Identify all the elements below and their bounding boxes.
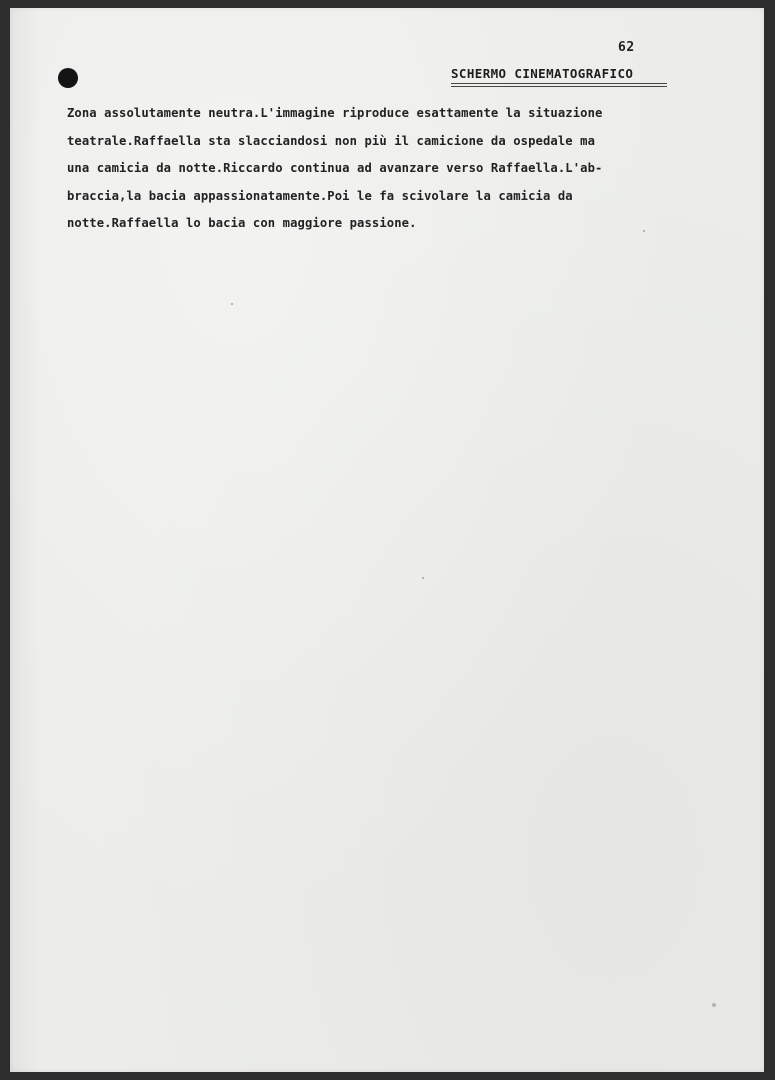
body-line: notte.Raffaella lo bacia con maggiore passione.	[67, 216, 417, 230]
punch-hole	[58, 68, 78, 88]
paper-speck	[643, 230, 645, 232]
paper-speck	[712, 1003, 716, 1007]
section-title: SCHERMO CINEMATOGRAFICO	[451, 66, 634, 81]
body-line: braccia,la bacia appassionatamente.Poi le fa scivolare la camicia da	[67, 188, 573, 203]
paper-speck	[231, 303, 233, 305]
body-line: una camicia da notte.Riccardo continua ad avanzare verso Raffaella.L'ab-	[67, 161, 603, 175]
body-line: Zona assolutamente neutra.L'immagine riproduce esattamente la situazione	[67, 106, 603, 120]
paper-speck	[422, 577, 424, 579]
page-number: 62	[618, 40, 635, 55]
title-double-underline	[451, 83, 667, 87]
body-paragraph	[67, 100, 757, 238]
page-shadow-edge	[10, 8, 40, 1072]
body-line: teatrale.Raffaella sta slacciandosi non più il camicione da ospedale ma	[67, 133, 596, 148]
